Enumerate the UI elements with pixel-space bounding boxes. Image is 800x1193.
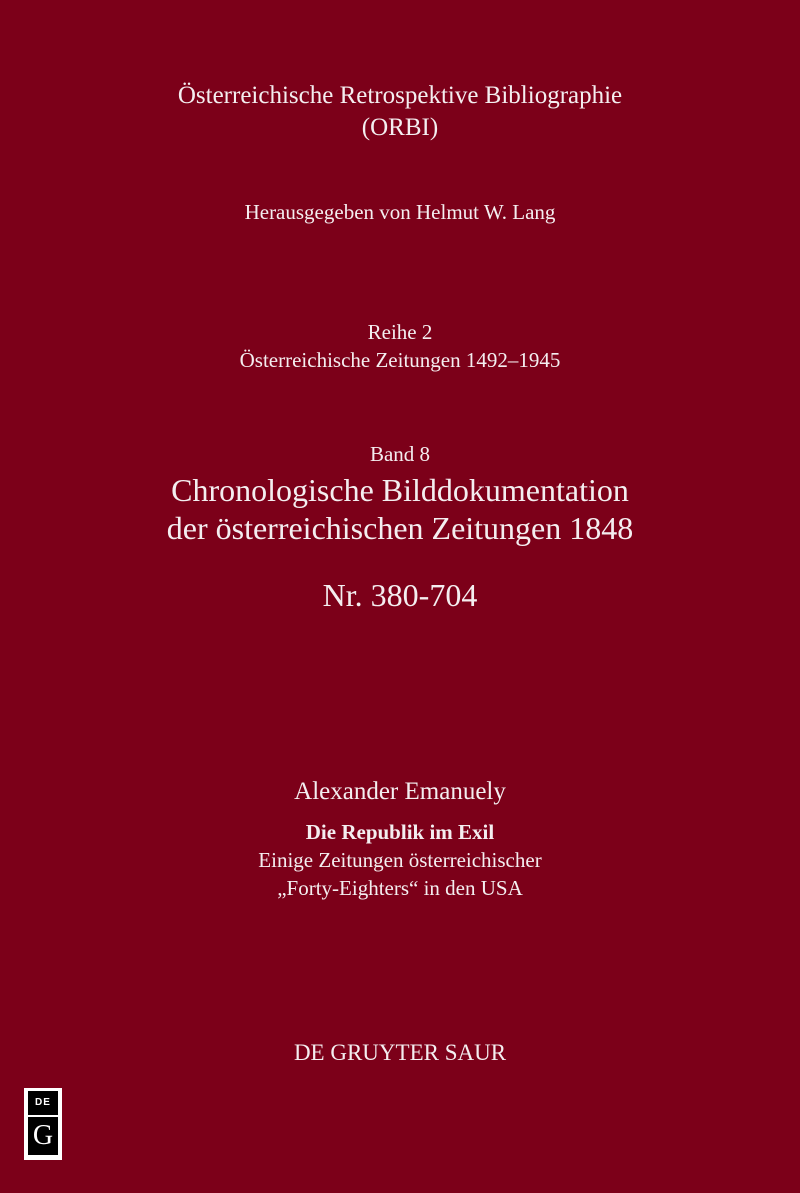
subtitle-line2: „Forty-Eighters“ in den USA: [277, 876, 523, 900]
band-label: Band 8: [369, 442, 431, 466]
publisher-name: DE GRUYTER SAUR: [293, 1040, 507, 1065]
main-title-line1: Chronologische Bilddokumentation: [171, 472, 629, 508]
reihe-title: Österreichische Zeitungen 1492–1945: [239, 348, 561, 372]
reihe-label: Reihe 2: [367, 320, 433, 344]
subtitle-line1: Einige Zeitungen österreichischer: [258, 848, 542, 872]
author-name: Alexander Emanuely: [294, 778, 506, 805]
main-title-line2: der österreichischen Zeitungen 1848: [166, 510, 634, 546]
editor-line: Herausgegeben von Helmut W. Lang: [244, 200, 556, 224]
logo-de-block: [28, 1091, 58, 1115]
logo-g-letter: G: [28, 1117, 58, 1155]
subtitle-bold: Die Republik im Exil: [305, 820, 495, 844]
logo-de-text: DE: [35, 1097, 51, 1108]
volume-number: Nr. 380-704: [322, 577, 478, 613]
series-title: Österreichische Retrospektive Bibliographie: [177, 82, 623, 109]
de-gruyter-logo-icon: [24, 1088, 62, 1160]
series-abbreviation: (ORBI): [361, 114, 439, 141]
